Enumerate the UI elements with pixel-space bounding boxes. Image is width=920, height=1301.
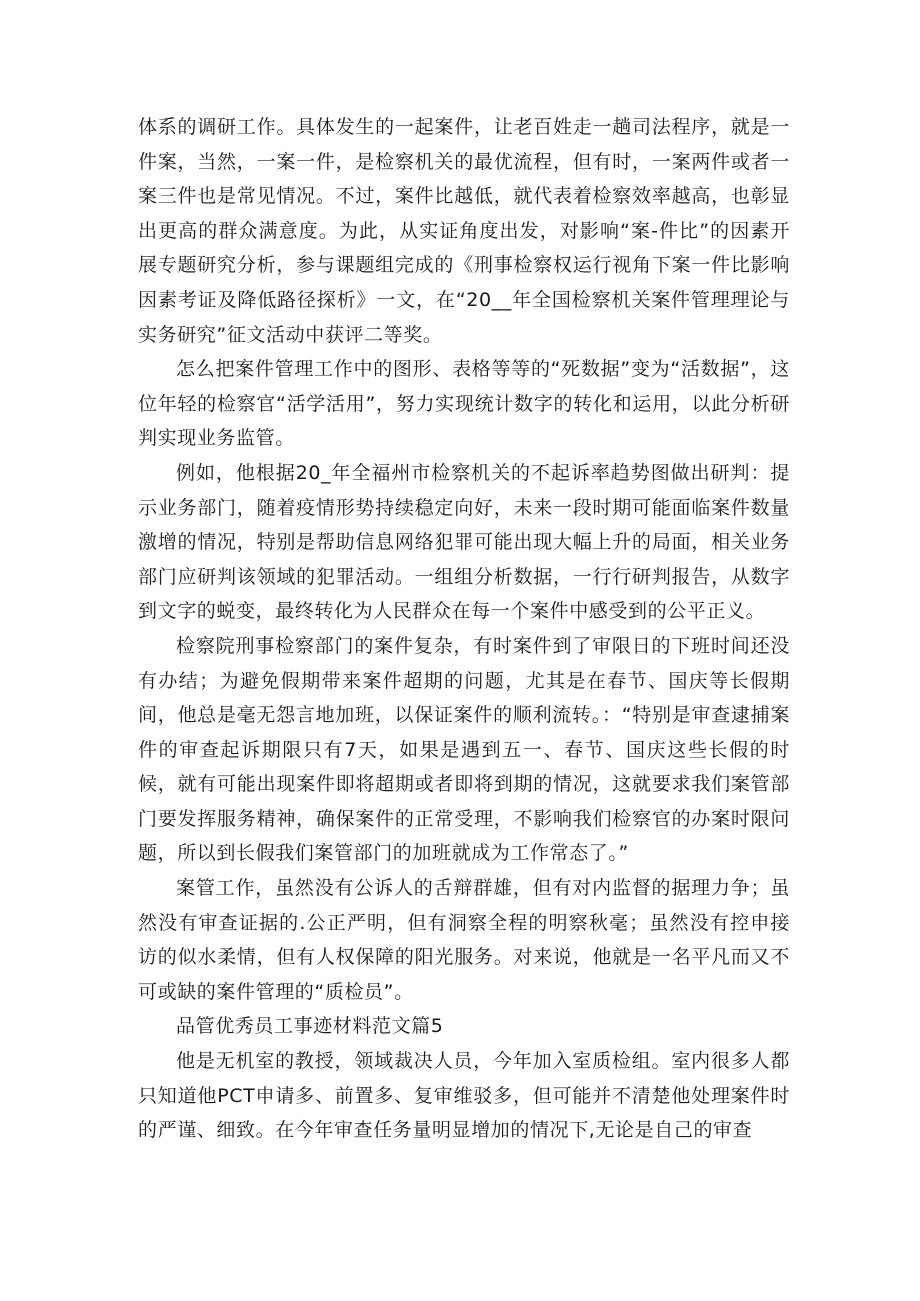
document-page <box>138 110 790 1148</box>
paragraph-final: 他是无机室的教授，领域裁决人员，今年加入室质检组。室内很多人都只知道他PCT申请多、前置多、复审维驳多，但可能并不清楚他处理案件时的严谨、细致。在今年审查任务量明显增加的情况下,无论是自己的审查 <box>138 1050 790 1142</box>
paragraph: 案管工作，虽然没有公诉人的舌辩群雄，但有对内监督的据理力争；虽然没有审查证据的.公正严明，但有洞察全程的明察秋毫；虽然没有控申接访的似水柔情，但有人权保障的阳光服务。对来说，他就是一名平凡而又不可或缺的案件管理的“质检员”。 <box>138 877 790 1003</box>
paragraph-continued: 体系的调研工作。具体发生的一起案件，让老百姓走一趟司法程序，就是一件案，当然，一案一件，是检察机关的最优流程，但有时，一案两件或者一案三件也是常见情况。不过，案件比越低，就代表着检察效率越高，也彰显出更高的群众满意度。为此，从实证角度出发，对影响“案-件比”的因素开展专题研究分析，参与课题组完成的《刑事检察权运行视角下案一件比影响因素考证及降低路径探析》一文，在“20__年全国检察机关案件管理理论与实务研究”征文活动中获评二等奖。 <box>138 116 790 346</box>
section-heading: 品管优秀员工事迹材料范文篇5 <box>176 1015 444 1038</box>
paragraph: 怎么把案件管理工作中的图形、表格等等的“死数据”变为“活数据”，这位年轻的检察官“活学活用”，努力实现统计数字的转化和运用，以此分析研判实现业务监管。 <box>138 358 790 450</box>
paragraph: 例如，他根据20_年全福州市检察机关的不起诉率趋势图做出研判：提示业务部门，随着疫情形势持续稳定向好，未来一段时期可能面临案件数量激增的情况，特别是帮助信息网络犯罪可能出现大幅上升的局面，相关业务部门应研判该领域的犯罪活动。一组组分析数据，一行行研判报告，从数字到文字的蜕变，最终转化为人民群众在每一个案件中感受到的公平正义。 <box>138 461 790 623</box>
paragraph: 检察院刑事检察部门的案件复杂，有时案件到了审限日的下班时间还没有办结；为避免假期带来案件超期的问题，尤其是在春节、国庆等长假期间，他总是毫无怨言地加班，以保证案件的顺利流转。：“特别是审查逮捕案件的审查起诉期限只有7天，如果是遇到五一、春节、国庆这些长假的时候，就有可能出现案件即将超期或者即将到期的情况，这就要求我们案管部门要发挥服务精神，确保案件的正常受理，不影响我们检察官的办案时限问题，所以到长假我们案管部门的加班就成为工作常态了。” <box>138 634 790 865</box>
